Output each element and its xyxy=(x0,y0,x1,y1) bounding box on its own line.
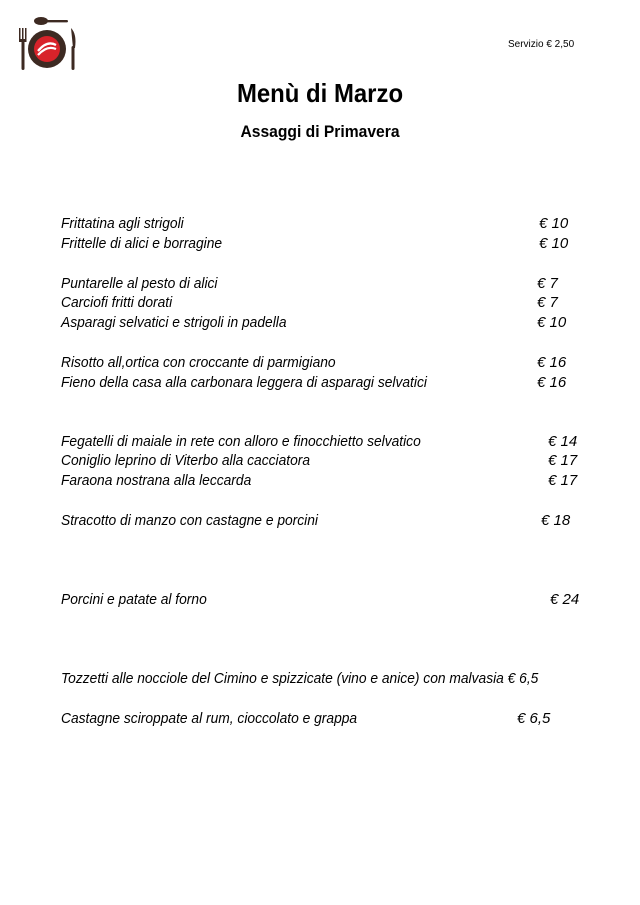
menu-item-name: Carciofi fritti dorati xyxy=(61,294,173,311)
menu-item-price: € 18 xyxy=(541,512,571,529)
menu-item-price: € 16 xyxy=(537,374,567,391)
plate-cutlery-logo-icon xyxy=(16,14,80,74)
menu-item-price: € 17 xyxy=(548,452,578,469)
menu-item-name: Stracotto di manzo con castagne e porcini xyxy=(61,512,318,529)
menu-item-name: Porcini e patate al forno xyxy=(61,591,207,608)
page-subtitle: Assaggi di Primavera xyxy=(240,122,400,141)
menu-item-price: € 14 xyxy=(548,433,578,450)
menu-item-price: € 7 xyxy=(537,275,558,292)
menu-item-price: € 10 xyxy=(537,314,567,331)
menu-item-name: Asparagi selvatici e strigoli in padella xyxy=(61,314,287,331)
page-title: Menù di Marzo xyxy=(236,78,404,108)
menu-item-price: € 7 xyxy=(537,294,558,311)
menu-item-name: Faraona nostrana alla leccarda xyxy=(61,472,252,489)
menu-item-name: Puntarelle al pesto di alici xyxy=(61,275,218,292)
menu-item-name: Frittatina agli strigoli xyxy=(61,215,184,232)
menu-item-price: € 6,5 xyxy=(517,710,551,727)
menu-item-name: Fieno della casa alla carbonara leggera di asparagi selvatici xyxy=(61,374,427,391)
menu-item-name: Frittelle di alici e borragine xyxy=(61,235,223,252)
menu-item-name: Castagne sciroppate al rum, cioccolato e grappa xyxy=(61,710,358,727)
menu-item-name: Tozzetti alle nocciole del Cimino e spizzicate (vino e anice) con malvasia € 6,5 xyxy=(61,670,539,687)
menu-item-price: € 10 xyxy=(539,215,569,232)
menu-item-price: € 10 xyxy=(539,235,569,252)
menu-item-price: € 16 xyxy=(537,354,567,371)
menu-item-name: Coniglio leprino di Viterbo alla cacciatora xyxy=(61,452,311,469)
menu-item-name: Fegatelli di maiale in rete con alloro e finocchietto selvatico xyxy=(61,433,421,450)
menu-item-price: € 17 xyxy=(548,472,578,489)
menu-item-name: Risotto all,ortica con croccante di parmigiano xyxy=(61,354,336,371)
service-charge: Servizio € 2,50 xyxy=(508,39,575,50)
menu-item-price: € 24 xyxy=(550,591,580,608)
